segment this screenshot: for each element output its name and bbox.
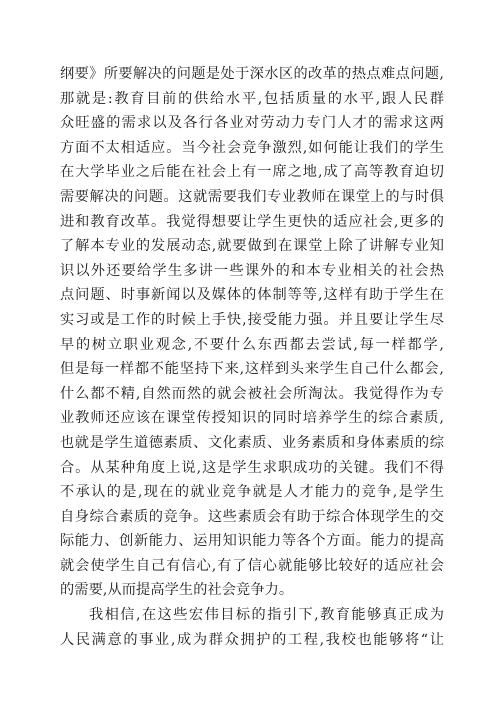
text-line: 识以外还要给学生多讲一些课外的和本专业相关的社会热: [60, 262, 444, 279]
text-line: 什么都不精,自然而然的就会被社会所淘汰。我觉得作为专: [60, 385, 444, 402]
text-line: 实习或是工作的时候上手快,接受能力强。并且要让学生尽: [60, 311, 444, 328]
text-line: 业教师还应该在课堂传授知识的同时培养学生的综合素质,: [60, 410, 444, 427]
text-line: 点问题、时事新闻以及媒体的体制等等,这样有助于学生在: [60, 287, 444, 304]
text-line: 众旺盛的需求以及各行各业对劳动力专门人才的需求这两: [60, 115, 444, 132]
text-line: 也就是学生道德素质、文化素质、业务素质和身体素质的综: [60, 434, 444, 451]
text-line: 那就是:教育目前的供给水平,包括质量的水平,跟人民群: [60, 90, 444, 107]
text-line: 了解本专业的发展动态,就要做到在课堂上除了讲解专业知: [60, 238, 444, 255]
text-line: 纲要》所要解决的问题是处于深水区的改革的热点难点问题,: [60, 66, 444, 82]
text-line: 方面不太相适应。当今社会竞争激烈,如何能让我们的学生: [60, 139, 444, 156]
text-line: 在大学毕业之后能在社会上有一席之地,成了高等教育迫切: [60, 164, 444, 181]
text-line: 合。从某种角度上说,这是学生求职成功的关键。我们不得: [60, 459, 444, 476]
text-line: 早的树立职业观念,不要什么东西都去尝试,每一样都学,: [60, 336, 444, 353]
text-line: 就会使学生自己有信心,有了信心就能够比较好的适应社会: [60, 557, 444, 574]
document-page: [60, 62, 444, 652]
paragraph-2: [60, 603, 444, 652]
text-line: 我相信,在这些宏伟目标的指引下,教育能够真正成为: [89, 607, 444, 624]
text-line: 人民满意的事业,成为群众拥护的工程,我校也能够将“让: [60, 631, 444, 648]
text-line: 但是每一样都不能坚持下来,这样到头来学生自己什么都会,: [60, 361, 444, 378]
text-line: 需要解决的问题。这就需要我们专业教师在课堂上的与时俱: [60, 188, 444, 205]
text-line: 进和教育改革。我觉得想要让学生更快的适应社会,更多的: [60, 213, 444, 230]
text-line: 际能力、创新能力、运用知识能力等各个方面。能力的提高: [60, 533, 444, 550]
paragraph-1: [60, 62, 444, 603]
text-line: 的需要,从而提高学生的社会竞争力。: [60, 582, 294, 599]
text-line: 不承认的是,现在的就业竞争就是人才能力的竞争,是学生: [60, 484, 444, 501]
text-line: 自身综合素质的竞争。这些素质会有助于综合体现学生的交: [60, 508, 444, 525]
